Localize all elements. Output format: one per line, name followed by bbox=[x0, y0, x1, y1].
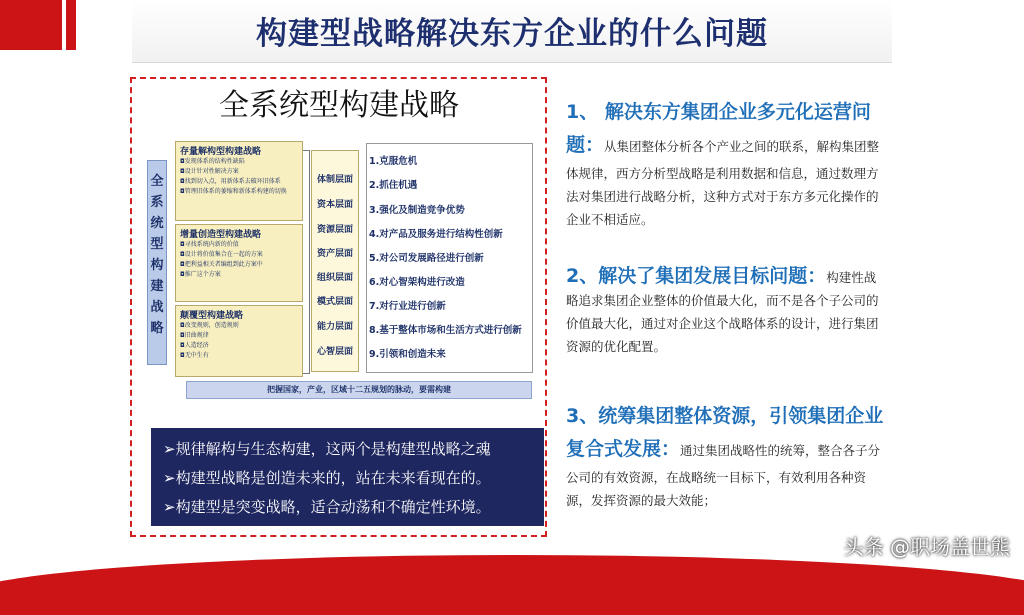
goal-item: 6.对心智架构进行改造 bbox=[369, 277, 465, 288]
watermark: 头条 @职场盖世熊 bbox=[843, 535, 1010, 559]
strategy-item: ◘无中生有 bbox=[180, 352, 209, 359]
point-heading: 2、解决了集团发展目标问题： bbox=[566, 265, 827, 287]
layer-item: 资源层面 bbox=[316, 225, 353, 235]
diagram-title: 全系统型构建战略 bbox=[219, 88, 459, 123]
vertical-label-char: 战 bbox=[150, 300, 164, 315]
goal-item: 2.抓住机遇 bbox=[369, 180, 418, 191]
vertical-label-char: 全 bbox=[150, 174, 164, 189]
vertical-label-char: 构 bbox=[150, 258, 164, 273]
layer-item: 心智层面 bbox=[316, 347, 353, 357]
vertical-label bbox=[147, 160, 167, 365]
strategy-item: ◘管理旧体系的萎缩和新体系构建的切换 bbox=[180, 188, 287, 195]
strategy-title: 颠覆型构建战略 bbox=[180, 311, 244, 321]
point-body: 构建性战略追求集团企业整体的价值最大化，而不是各个子公司的价值最大化，通过对企业这个战略体系的设计，进行集团资源的优化配置。 bbox=[566, 270, 879, 354]
goal-item: 1.克服危机 bbox=[369, 156, 418, 167]
strategy-item: ◘找到切入点，用新体系去破坏旧体系 bbox=[180, 178, 281, 185]
footer-curve bbox=[0, 555, 1024, 615]
layer-item: 资本层面 bbox=[316, 200, 353, 210]
point-body: 从集团整体分析各个产业之间的联系，解构集团整体规律，西方分析型战略是利用数据和信息，通过数理方法对集团进行战略分析，这种方式对于东方多元化操作的企业不相适应。 bbox=[566, 139, 880, 227]
strategy-item: ◘把利益相关者编组到此方案中 bbox=[180, 261, 263, 268]
point-body: 通过集团战略性的统筹，整合各子分公司的有效资源，在战略统一目标下，有效利用各种资源，发挥资源的最大效能； bbox=[566, 443, 881, 508]
point-1 bbox=[566, 96, 886, 231]
vertical-label-char: 统 bbox=[150, 216, 164, 231]
header-red-block bbox=[0, 0, 62, 50]
point-heading: 1、 解决东方集团企业多元化运营问题： bbox=[566, 101, 871, 156]
strategy-item: ◘旧曲规律 bbox=[180, 332, 209, 339]
goal-item: 5.对公司发展路径进行创新 bbox=[369, 253, 484, 264]
goal-item: 3.强化及制造竞争优势 bbox=[369, 205, 465, 216]
strategy-box-stock bbox=[175, 141, 303, 221]
summary-line: ➢构建型战略是创造未来的，站在未来看现在的。 bbox=[163, 469, 491, 487]
strategy-item: ◘推广这个方案 bbox=[180, 271, 221, 278]
strategy-box-disruptive bbox=[175, 305, 303, 377]
vertical-label-char: 建 bbox=[150, 279, 164, 294]
strategy-item: ◘设计针对性解决方案 bbox=[180, 168, 239, 175]
layer-item: 能力层面 bbox=[316, 322, 353, 332]
layer-item: 资产层面 bbox=[316, 249, 353, 259]
header-red-stripe bbox=[66, 0, 76, 50]
vertical-label-char: 系 bbox=[150, 195, 164, 210]
strategy-box-increment bbox=[175, 224, 303, 302]
goal-item: 8.基于整体市场和生活方式进行创新 bbox=[369, 325, 522, 336]
strategy-title: 存量解构型构建战略 bbox=[180, 147, 262, 157]
summary-line: ➢规律解构与生态构建，这两个是构建型战略之魂 bbox=[163, 440, 491, 458]
point-3 bbox=[566, 400, 886, 512]
strategy-item: ◘发现体系的结构性缺陷 bbox=[180, 158, 245, 165]
point-2 bbox=[566, 265, 886, 358]
bracket-connector bbox=[303, 150, 310, 374]
page-title: 构建型战略解决东方企业的什么问题 bbox=[256, 16, 768, 52]
layer-item: 组织层面 bbox=[316, 273, 353, 283]
strategy-item: ◘寻找系统内新的价值 bbox=[180, 241, 239, 248]
point-heading: 3、统筹集团整体资源，引领集团企业复合式发展： bbox=[566, 405, 884, 460]
summary-box bbox=[151, 428, 544, 526]
goal-item: 9.引领和创造未来 bbox=[369, 349, 446, 360]
strategy-item: ◘改变规则，创造规则 bbox=[180, 322, 239, 329]
goal-item: 4.对产品及服务进行结构性创新 bbox=[369, 229, 503, 240]
vertical-label-char: 略 bbox=[150, 321, 164, 336]
strategy-item: ◘设计将价值集合在一起的方案 bbox=[180, 251, 263, 258]
strategy-item: ◘人造经济 bbox=[180, 342, 209, 349]
layer-item: 体制层面 bbox=[316, 175, 353, 185]
bottom-note: 把握国家，产业，区域十二五规划的脉动，要需构建 bbox=[186, 381, 532, 399]
goal-item: 7.对行业进行创新 bbox=[369, 301, 446, 312]
strategy-title: 增量创造型构建战略 bbox=[180, 230, 262, 240]
layer-item: 模式层面 bbox=[316, 297, 353, 307]
vertical-label-char: 型 bbox=[150, 237, 164, 252]
summary-line: ➢构建型是突变战略，适合动荡和不确定性环境。 bbox=[163, 498, 491, 516]
